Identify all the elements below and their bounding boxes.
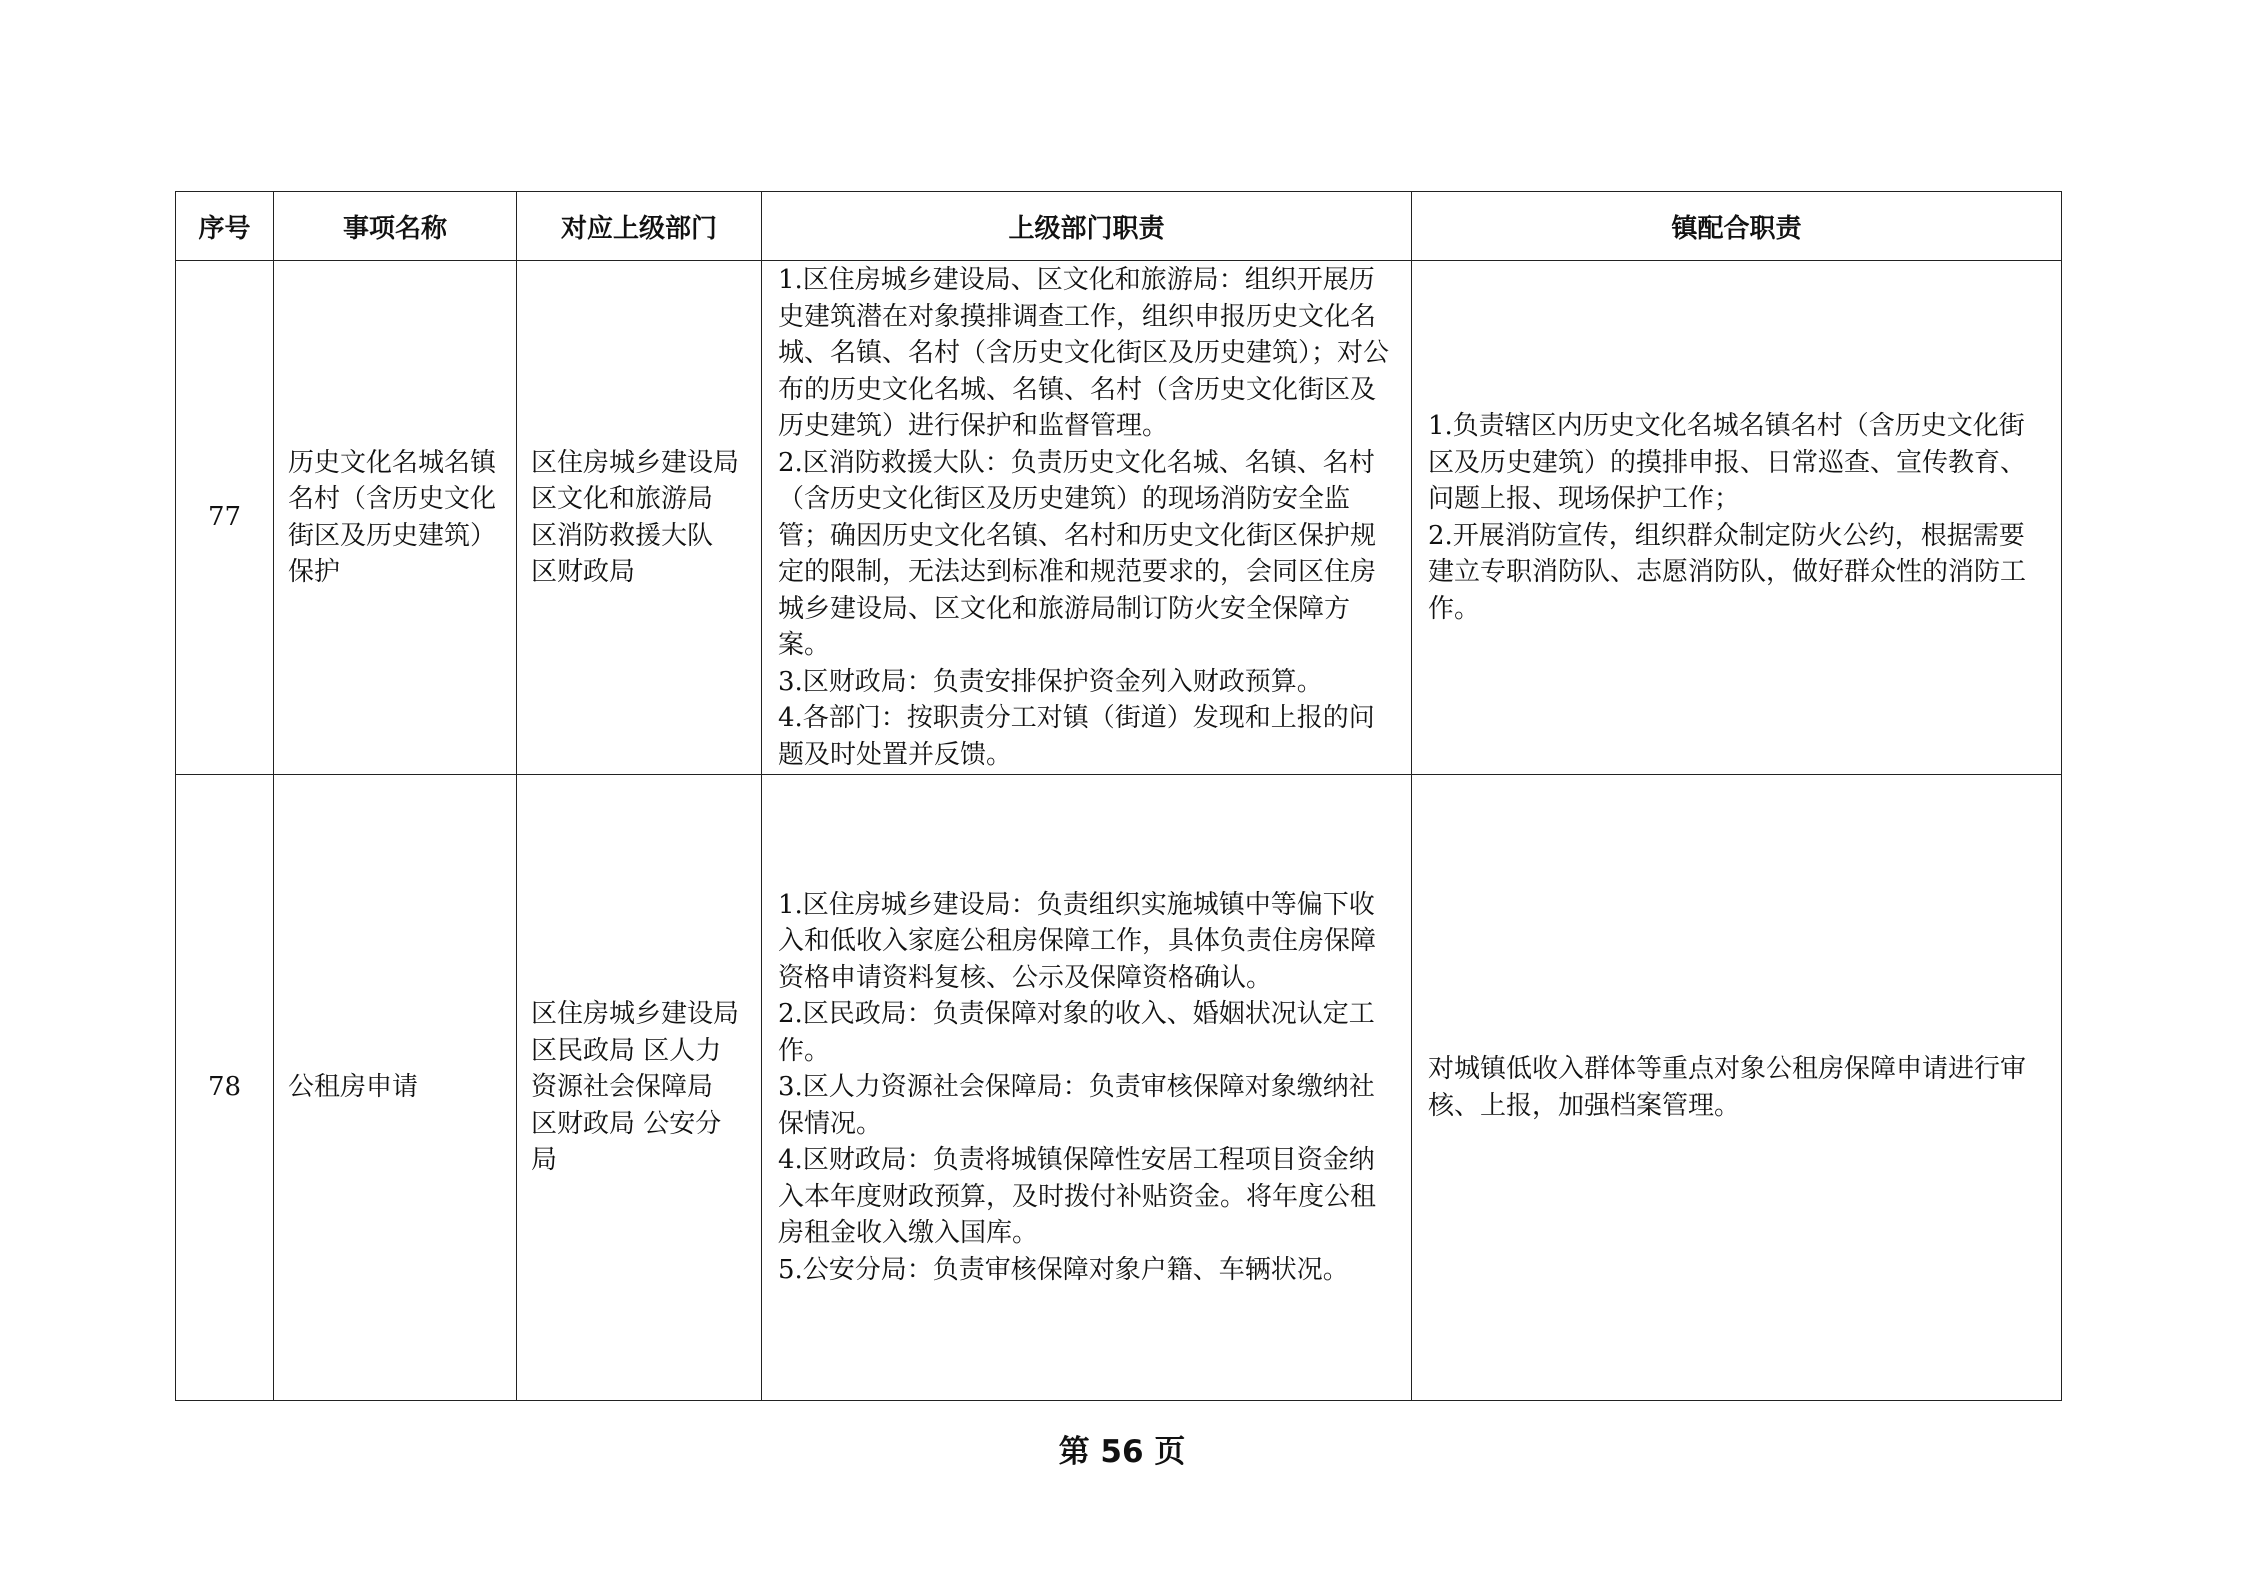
duty-paragraph: 1.区住房城乡建设局：负责组织实施城镇中等偏下收入和低收入家庭公租房保障工作，具体负责住房保障资格申请资料复核、公示及保障资格确认。 (778, 889, 1377, 993)
town-duty-paragraph: 1.负责辖区内历史文化名城名镇名村（含历史文化街区及历史建筑）的摸排申报、日常巡查、宣传教育、问题上报、现场保护工作； (1428, 411, 2027, 514)
town-duties-cell (1412, 261, 2062, 775)
item-name-cell (274, 261, 517, 775)
duty-paragraph: 5.公安分局：负责审核保障对象户籍、车辆状况。 (778, 1254, 1349, 1285)
department-cell (517, 775, 762, 1401)
item-name: 历史文化名城名镇名村（含历史文化街区及历史建筑）保护 (288, 447, 497, 587)
duty-table (175, 191, 2062, 1401)
town-duty-paragraph: 对城镇低收入群体等重点对象公租房保障申请进行审核、上报，加强档案管理。 (1428, 1054, 2027, 1121)
header-superior-duties: 上级部门职责 (762, 192, 1412, 261)
duty-paragraph: 2.区民政局：负责保障对象的收入、婚姻状况认定工作。 (778, 999, 1375, 1066)
header-superior-department: 对应上级部门 (517, 192, 762, 261)
page-number: 第 56 页 (1058, 1434, 1186, 1470)
item-name-cell (274, 775, 517, 1401)
department-cell (517, 261, 762, 775)
header-item-name: 事项名称 (274, 192, 517, 261)
superior-duties-cell (762, 775, 1412, 1401)
duty-paragraph: 3.区人力资源社会保障局：负责审核保障对象缴纳社保情况。 (778, 1072, 1375, 1139)
header-number: 序号 (176, 192, 274, 261)
department-list: 区住房城乡建设局 区文化和旅游局 区消防救援大队 区财政局 (531, 447, 740, 587)
row-number: 77 (176, 261, 274, 775)
duty-paragraph: 4.各部门：按职责分工对镇（街道）发现和上报的问题及时处置并反馈。 (778, 703, 1375, 770)
table-header-row (176, 192, 2062, 261)
row-number: 78 (176, 775, 274, 1401)
table-row (176, 775, 2062, 1401)
header-town-duties: 镇配合职责 (1412, 192, 2062, 261)
town-duty-paragraph: 2.开展消防宣传，组织群众制定防火公约，根据需要建立专职消防队、志愿消防队，做好群众性的消防工作。 (1428, 520, 2027, 624)
item-name: 公租房申请 (288, 1072, 419, 1103)
duty-paragraph: 2.区消防救援大队：负责历史文化名城、名镇、名村（含历史文化街区及历史建筑）的现场消防安全监管；确因历史文化名镇、名村和历史文化街区保护规定的限制，无法达到标准和规范要求的，会同区住房城乡建设局、区文化和旅游局制订防火安全保障方案。 (778, 447, 1377, 660)
superior-duties-cell (762, 261, 1412, 775)
table-row (176, 261, 2062, 775)
duty-paragraph: 4.区财政局：负责将城镇保障性安居工程项目资金纳入本年度财政预算，及时拨付补贴资金。将年度公租房租金收入缴入国库。 (778, 1145, 1377, 1249)
town-duties-cell (1412, 775, 2062, 1401)
department-list: 区住房城乡建设局 区民政局 区人力资源社会保障局 区财政局 公安分局 (531, 999, 740, 1176)
duty-paragraph: 3.区财政局：负责安排保护资金列入财政预算。 (778, 666, 1323, 697)
duty-paragraph: 1.区住房城乡建设局、区文化和旅游局：组织开展历史建筑潜在对象摸排调查工作，组织申报历史文化名城、名镇、名村（含历史文化街区及历史建筑）；对公布的历史文化名城、名镇、名村（含历史文化街区及历史建筑）进行保护和监督管理。 (778, 265, 1390, 441)
